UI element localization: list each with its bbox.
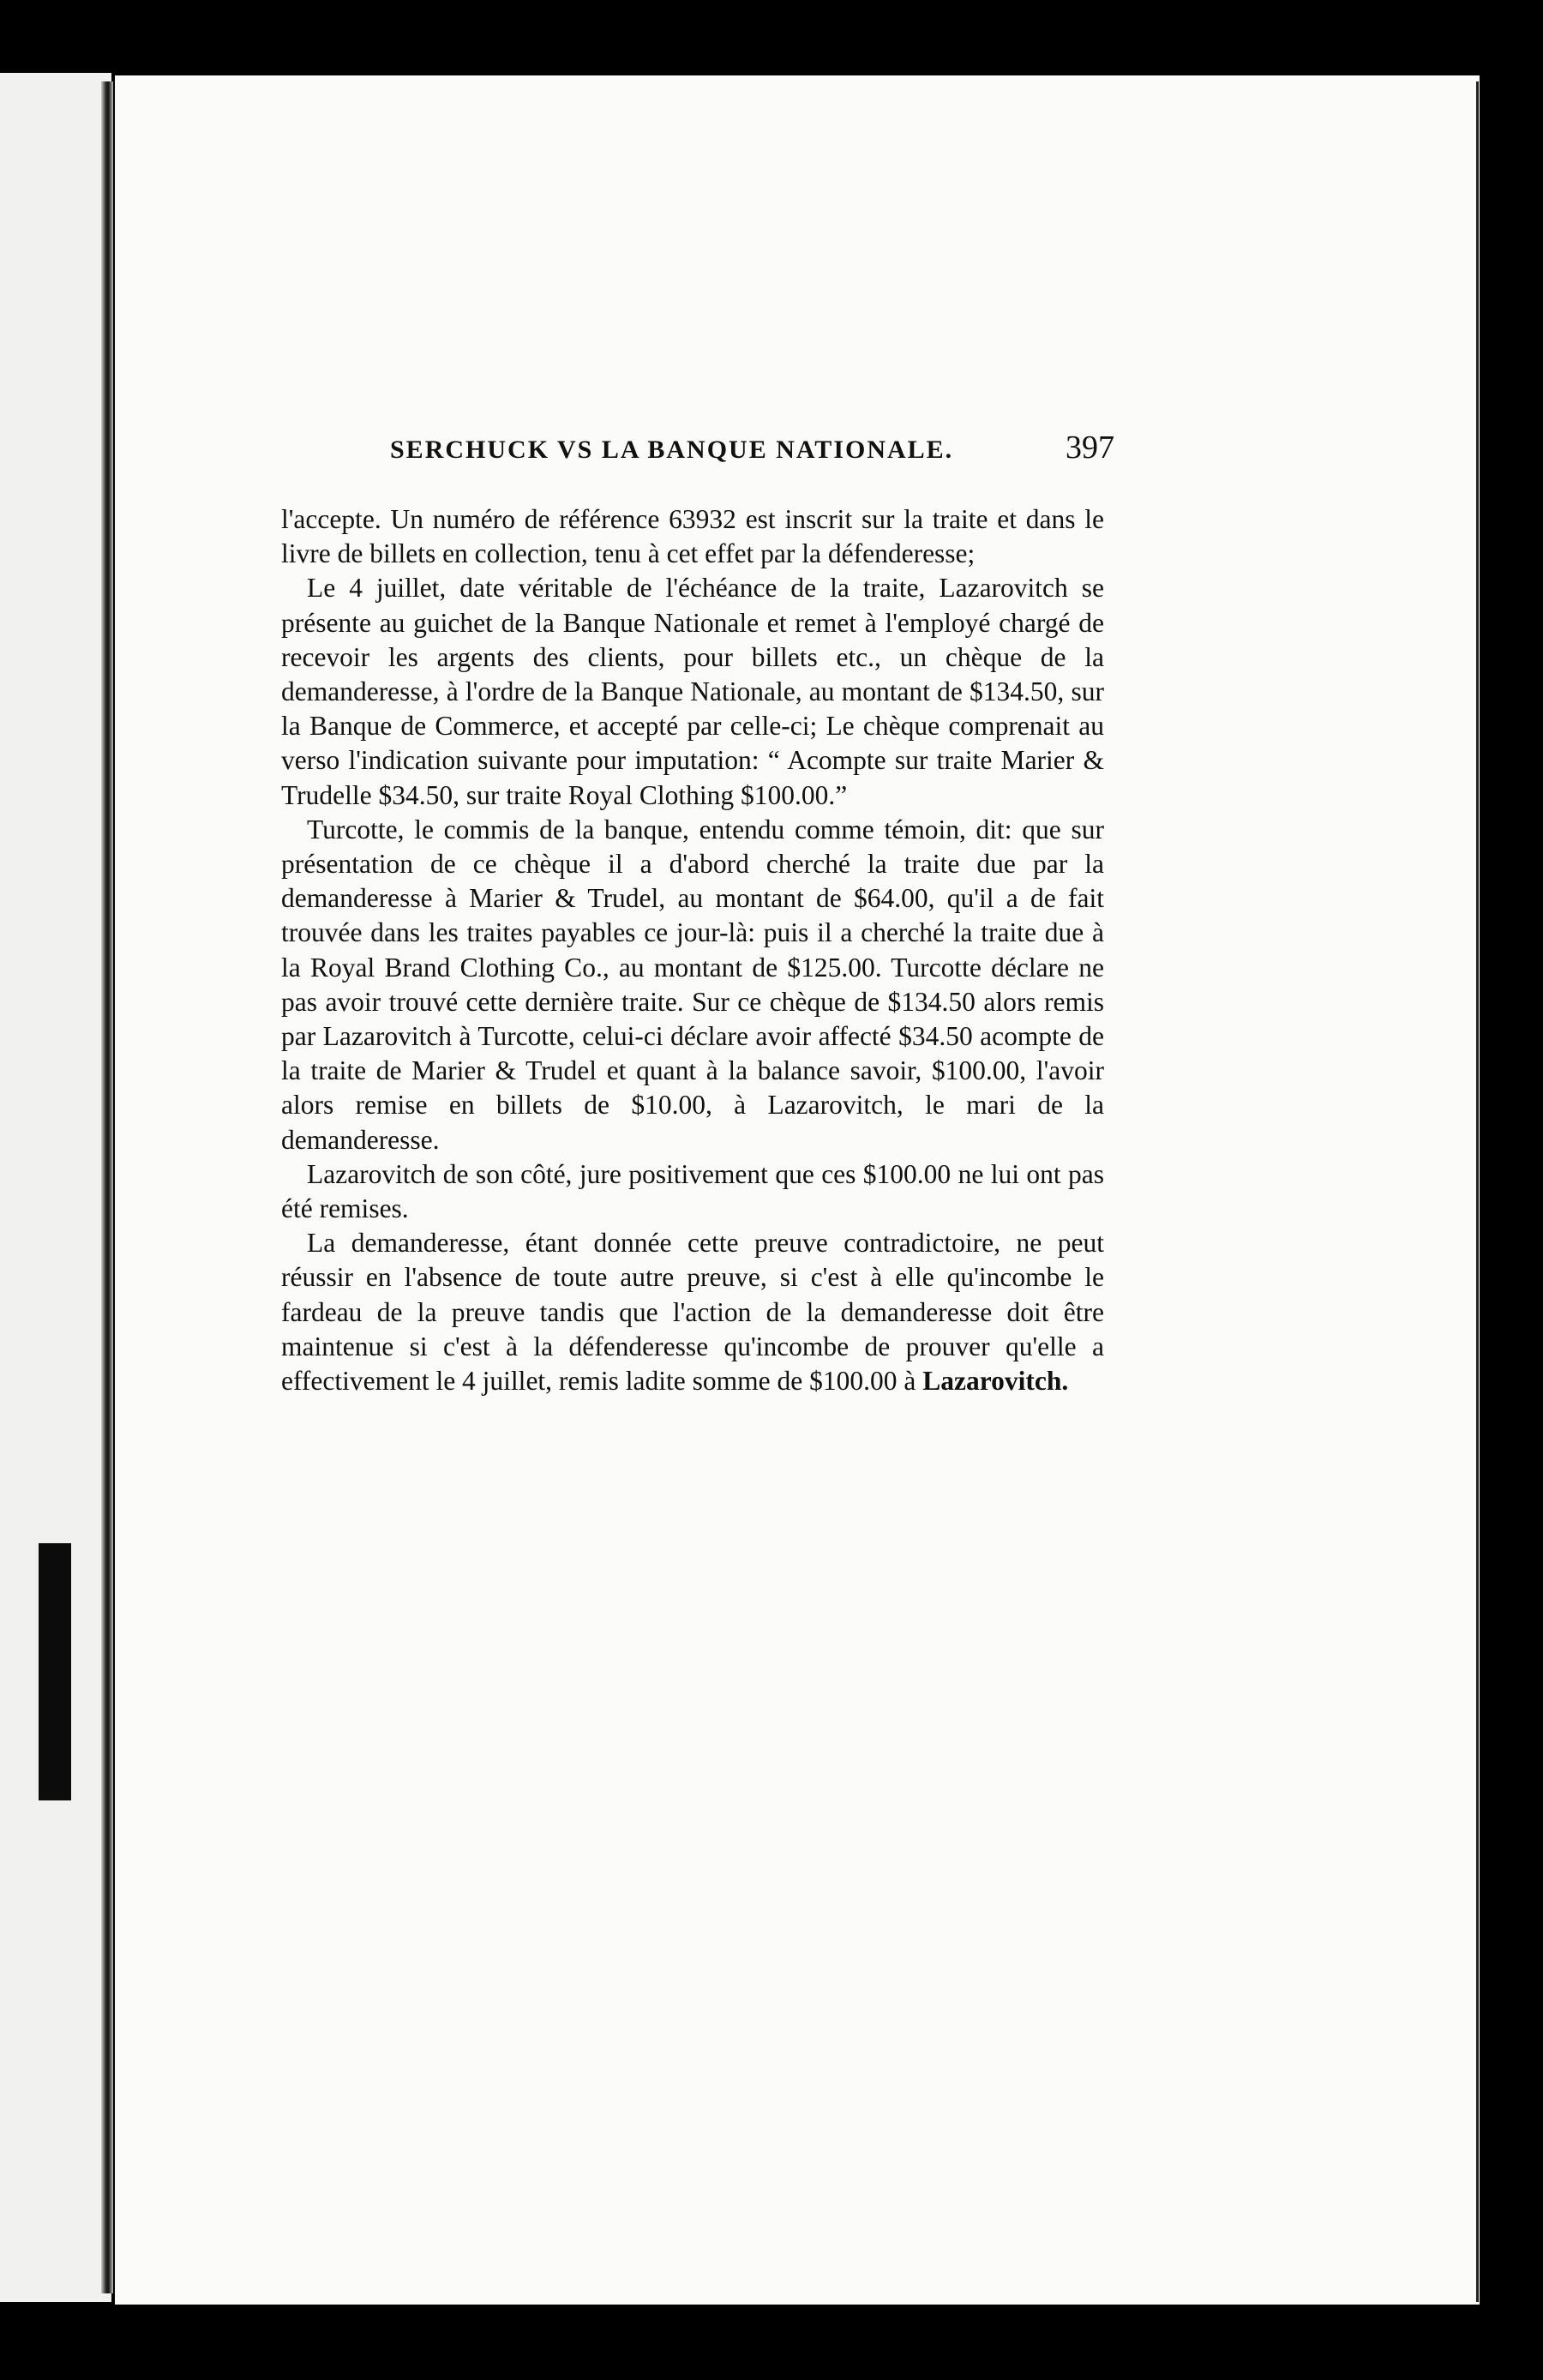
binding-edge [101, 81, 113, 2293]
page-header [390, 429, 1114, 472]
right-page-edge [1476, 81, 1479, 2302]
paragraph-5-ending: Lazarovitch. [922, 1366, 1069, 1397]
right-scan-border [1480, 75, 1543, 2305]
body-text [281, 502, 1104, 1398]
paragraph-1: l'accepte. Un numéro de référence 63932 est inscrit sur la traite et dans le livre de billets en collection, tenu à cet effet par la défenderesse; [281, 504, 1104, 569]
paragraph-5 [281, 1226, 1104, 1398]
paragraph-4: Lazarovitch de son côté, jure positivement que ces $100.00 ne lui ont pas été remises. [281, 1158, 1104, 1224]
paragraph-3: Turcotte, le commis de la banque, entendu comme témoin, dit: que sur présentation de ce chèque il a d'abord cherché la traite due par la demanderesse à Marier & Trudel, au montant de $64.00, qu'il a de fait trouvée dans les traites payables ce jour-là: puis il a cherché la traite due à la Royal Brand Clothing Co., au montant de $125.00. Turcotte déclare ne pas avoir trouvé cette dernière traite. Sur ce chèque de $134.50 alors remis par Lazarovitch à Turcotte, celui-ci déclare avoir affecté $34.50 acompte de la traite de Marier & Trudel et quant à la balance savoir, $100.00, l'avoir alors remise en billets de $10.00, à Lazarovitch, le mari de la demanderesse. [281, 814, 1104, 1155]
binding-shadow [39, 1543, 71, 1800]
page-number: 397 [1066, 430, 1114, 466]
paragraph-2: Le 4 juillet, date véritable de l'échéance de la traite, Lazarovitch se présente au guichet de la Banque Nationale et remet à l'employé chargé de recevoir les argents des clients, pour billets etc., un chèque de la demanderesse, à l'ordre de la Banque Nationale, au montant de $134.50, sur la Banque de Commerce, et accepté par celle-ci; Le chèque comprenait au verso l'indication suivante pour imputation: “ Acompte sur traite Marier & Trudelle $34.50, sur traite Royal Clothing $100.00.” [281, 573, 1104, 810]
running-head: SERCHUCK VS LA BANQUE NATIONALE. [390, 436, 954, 464]
paragraph-5-text: La demanderesse, étant donnée cette preuve contradictoire, ne peut réussir en l'absence de toute autre preuve, si c'est à elle qu'incombe le fardeau de la preuve tandis que l'action de la demanderesse doit être maintenue si c'est à la défenderesse qu'incombe de prouver qu'elle a effectivement le 4 juillet, remis ladite somme de $100.00 à [281, 1228, 1104, 1397]
facing-page-sliver [0, 73, 111, 2302]
